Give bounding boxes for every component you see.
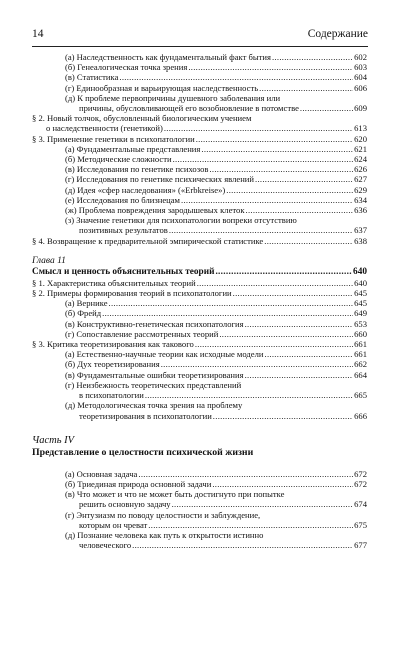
toc-entry-line: [65, 144, 367, 154]
part-title: Представление о целостности психической жизни: [32, 446, 254, 458]
toc-entry-label: (б) Триединая природа основной задачи: [65, 478, 212, 489]
toc-entry-line: [65, 83, 367, 93]
toc-entry: [32, 215, 367, 235]
toc-entry: [32, 400, 367, 420]
toc-entry: [32, 329, 367, 339]
toc-entry-line: [65, 370, 367, 380]
toc-entry: [32, 83, 367, 93]
dot-leader: [148, 520, 353, 530]
toc-entry-line: [65, 499, 367, 509]
dot-leader: [173, 154, 354, 164]
toc-page-number: 661: [354, 339, 367, 350]
spacer: [32, 459, 367, 469]
toc-page-number: 675: [354, 519, 367, 530]
toc-entry-label: (в) Конструктивно-генетическая психопатология: [65, 318, 244, 329]
dot-leader: [272, 52, 353, 62]
toc-page-number: 660: [354, 328, 367, 339]
toc-page-number: 661: [354, 349, 367, 360]
toc-entry: [32, 370, 367, 380]
toc-entry-label: (б) Дух теоретизирования: [65, 359, 160, 370]
dot-leader: [196, 134, 353, 144]
toc-entry: [32, 489, 367, 509]
toc-entry-line: [65, 185, 367, 195]
dot-leader: [212, 479, 353, 489]
toc-entry-line: [65, 298, 367, 308]
dot-leader: [169, 225, 353, 235]
toc-entry-label: § 2. Новый толчок, обусловленный биологическим учением: [32, 113, 252, 124]
toc-entry: [32, 380, 367, 400]
toc-entry: [32, 205, 367, 215]
dot-leader: [164, 123, 353, 133]
toc-entry-label: § 2. Примеры формирования теорий в психопатологии: [32, 288, 232, 299]
toc-entry-line: [32, 339, 367, 349]
toc-entry: [32, 298, 367, 308]
toc-entry: [32, 278, 367, 288]
toc-entry-line: [65, 103, 367, 113]
toc-entry-line: [65, 195, 367, 205]
toc-entry-label: § 3. Применение генетики в психопатологии: [32, 133, 195, 144]
toc-page-number: 645: [354, 288, 367, 299]
toc-entry: [32, 195, 367, 205]
toc-entry-label: (е) Исследования по близнецам: [65, 194, 180, 205]
dot-leader: [259, 83, 353, 93]
toc-entry: [32, 134, 367, 144]
toc-entry-label: (а) Фундаментальные представления: [65, 143, 201, 154]
toc-page-number: 621: [354, 143, 367, 154]
toc-entry-line: [65, 390, 367, 400]
toc-entry: [32, 469, 367, 479]
toc-entry: [32, 113, 367, 133]
toc-entry-label: § 4. Возвращение к предварительной эмпирической статистике: [32, 235, 264, 246]
toc-entry: [32, 236, 367, 246]
page-number: 14: [32, 28, 44, 40]
dot-leader: [255, 174, 353, 184]
toc-entry-label: § 3. Критика теоретизирования как такового: [32, 339, 194, 350]
toc-entry-label: (в) Что может и что не может быть достигнуто при попытке: [65, 489, 285, 500]
toc-page-number: 638: [354, 235, 367, 246]
toc-entry-line: [65, 205, 367, 215]
toc-entry: [32, 62, 367, 72]
dot-leader: [132, 540, 353, 550]
toc-entry-line: [65, 540, 367, 550]
toc-entry-line: [65, 308, 367, 318]
dot-leader: [246, 205, 354, 215]
toc-entry-label: (б) Генеалогическая точка зрения: [65, 62, 188, 73]
dot-leader: [161, 359, 353, 369]
toc-entry-line: [65, 520, 367, 530]
toc-entry-label: (ж) Проблема повреждения зародышевых клеток: [65, 205, 245, 216]
toc-entry: [32, 185, 367, 195]
toc-entry-label: (з) Значение генетики для психопатологии вопреки отсутствию: [65, 215, 297, 226]
toc-page-number: 629: [354, 184, 367, 195]
toc-entry: [32, 339, 367, 349]
toc-page-number: 653: [354, 318, 367, 329]
dot-leader: [188, 62, 353, 72]
dot-leader: [197, 278, 353, 288]
toc-entry-label: в психопатологии: [79, 390, 144, 401]
toc-entry-line: [32, 123, 367, 133]
toc-entry-line: [65, 479, 367, 489]
toc-entry-line: [32, 134, 367, 144]
dot-leader: [195, 339, 353, 349]
toc-page-number: 627: [354, 174, 367, 185]
toc-entry: [32, 359, 367, 369]
toc-page-number: 613: [354, 123, 367, 134]
toc-entry-label: позитивных результатов: [79, 225, 168, 236]
toc-entry: [32, 93, 367, 113]
toc-entry-label: (д) Познание человека как путь к открытости истинно: [65, 529, 264, 540]
toc-entry-label: (а) Наследственность как фундаментальный факт бытия: [65, 52, 271, 62]
toc-entry: [32, 510, 367, 530]
toc-entry-line: [65, 174, 367, 184]
toc-page-number: 626: [354, 164, 367, 175]
toc-entry: [32, 72, 367, 82]
toc-entry-label: § 1. Характеристика объяснительных теорий: [32, 277, 196, 288]
toc-entry-line: [65, 62, 367, 72]
toc-entry-line: [32, 278, 367, 288]
toc-entry: [32, 530, 367, 550]
toc-entry-line: [65, 411, 367, 421]
toc-entry-label: (в) Исследования по генетике психозов: [65, 164, 209, 175]
toc-page-number: 640: [353, 266, 367, 277]
dot-leader: [300, 103, 353, 113]
toc-entry-label: (г) Энтузиазм по поводу целостности и заблуждение,: [65, 509, 261, 520]
toc-entry: [32, 144, 367, 154]
toc-entry-label: (д) Идея «сфер наследования» («Erbkreise»): [65, 184, 226, 195]
toc-entry-label: (д) Методологическая точка зрения на проблему: [65, 400, 243, 411]
toc-entry: [32, 479, 367, 489]
toc-page-number: 665: [354, 390, 367, 401]
part-label: Часть IV: [32, 434, 75, 446]
toc-page-number: 604: [354, 72, 367, 83]
toc-page-number: 672: [354, 478, 367, 489]
header-rule: [32, 46, 368, 47]
toc-entry-label: (г) Исследования по генетике психических явлений: [65, 174, 254, 185]
spacer: [32, 246, 367, 256]
toc-page-number: 666: [354, 410, 367, 421]
dot-leader: [226, 185, 353, 195]
toc-page-number: 664: [354, 369, 367, 380]
dot-leader: [245, 319, 354, 329]
toc-entry-line: [65, 329, 367, 339]
toc-page-number: 624: [354, 154, 367, 165]
toc-entry-line: [65, 154, 367, 164]
toc-entry-label: о наследственности (генетикой): [46, 123, 163, 134]
toc-entry-label: теоретизирования в психопатологии: [79, 410, 212, 421]
dot-leader: [219, 329, 353, 339]
toc-entry-line: [65, 469, 367, 479]
dot-leader: [181, 195, 353, 205]
toc-page-number: 609: [354, 103, 367, 114]
chapter-title: Смысл и ценность объяснительных теорий: [32, 266, 215, 277]
toc-entry: [32, 349, 367, 359]
dot-leader: [201, 144, 353, 154]
toc-entry-label: (а) Естественно-научные теории как исходные модели: [65, 349, 264, 360]
toc-entry: [32, 308, 367, 318]
toc-page-number: 662: [354, 359, 367, 370]
toc-entry: [32, 52, 367, 62]
toc-page-number: 672: [354, 468, 367, 479]
dot-leader: [172, 499, 354, 509]
running-title: Содержание: [307, 28, 368, 40]
dot-leader: [213, 411, 353, 421]
toc-entry-line: [32, 288, 367, 298]
chapter-label: Глава 11: [32, 255, 66, 266]
dot-leader: [215, 267, 352, 278]
toc-entry-label: решить основную задачу: [79, 499, 171, 510]
toc-page-number: 634: [354, 194, 367, 205]
toc-entry-line: [65, 319, 367, 329]
table-of-contents: [32, 52, 367, 550]
toc-entry-label: (д) К проблеме первопричины душевного заболевания или: [65, 92, 281, 103]
dot-leader: [102, 308, 353, 318]
dot-leader: [145, 390, 353, 400]
toc-page-number: 649: [354, 308, 367, 319]
toc-page-number: 636: [354, 205, 367, 216]
toc-entry-line: [32, 236, 367, 246]
toc-entry: [32, 174, 367, 184]
toc-page-number: 637: [354, 225, 367, 236]
toc-page-number: 674: [354, 499, 367, 510]
toc-page-number: 606: [354, 82, 367, 93]
toc-entry-label: (в) Фундаментальные ошибки теоретизирования: [65, 369, 244, 380]
toc-entry-label: (г) Сопоставление рассмотренных теорий: [65, 328, 219, 339]
toc-page-number: 602: [354, 52, 367, 62]
toc-entry-line: [65, 164, 367, 174]
chapter-title-line: [32, 267, 367, 278]
toc-page-number: 677: [354, 540, 367, 551]
toc-page-number: 620: [354, 133, 367, 144]
page-header: [32, 28, 368, 44]
toc-entry-line: [65, 349, 367, 359]
toc-entry-line: [65, 52, 367, 62]
toc-entry-label: (г) Единообразная и варьирующая наследственность: [65, 82, 259, 93]
toc-entry-label: (а) Вернике: [65, 298, 108, 309]
toc-entry-label: человеческого: [79, 540, 132, 551]
toc-entry-label: (в) Статистика: [65, 72, 119, 83]
toc-page-number: 645: [354, 298, 367, 309]
dot-leader: [265, 349, 354, 359]
toc-entry-label: (а) Основная задача: [65, 468, 138, 479]
spacer: [32, 421, 367, 435]
toc-entry-line: [65, 72, 367, 82]
toc-entry-line: [65, 359, 367, 369]
dot-leader: [209, 164, 353, 174]
toc-entry-label: (б) Методические сложности: [65, 154, 172, 165]
toc-entry-label: (б) Фрейд: [65, 308, 102, 319]
toc-entry-line: [65, 225, 367, 235]
toc-entry-label: которым он чреват: [79, 519, 148, 530]
toc-entry: [32, 154, 367, 164]
dot-leader: [264, 236, 353, 246]
dot-leader: [119, 72, 353, 82]
toc-entry: [32, 164, 367, 174]
dot-leader: [245, 370, 354, 380]
toc-entry: [32, 319, 367, 329]
toc-entry: [32, 288, 367, 298]
dot-leader: [233, 288, 353, 298]
toc-entry-label: (г) Неизбежность теоретических представлений: [65, 379, 242, 390]
toc-page-number: 603: [354, 62, 367, 73]
dot-leader: [138, 469, 353, 479]
toc-entry-label: причины, обусловливающей его возобновление в потомстве: [79, 103, 299, 114]
toc-page-number: 640: [354, 277, 367, 288]
dot-leader: [109, 298, 354, 308]
